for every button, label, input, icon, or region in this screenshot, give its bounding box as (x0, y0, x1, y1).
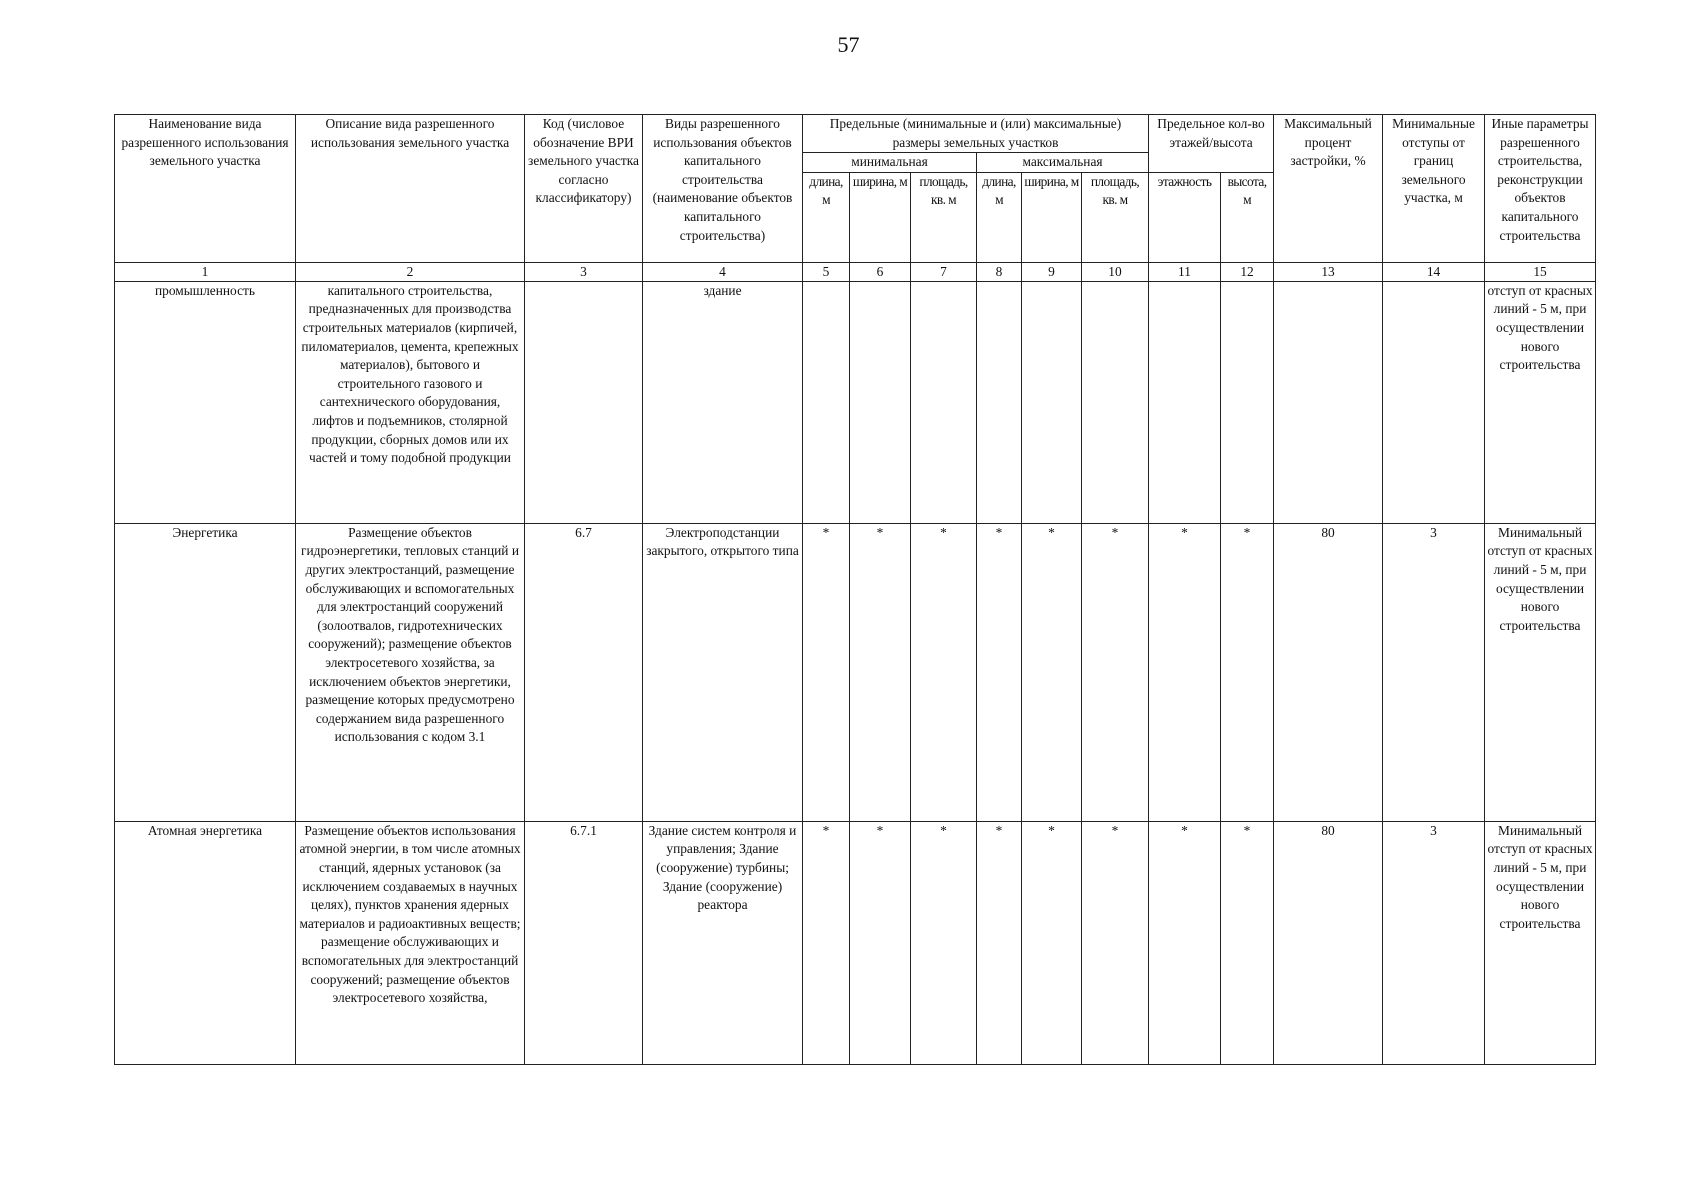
header-height: высота, м (1221, 172, 1274, 262)
floors: * (1149, 821, 1221, 1064)
max-area: * (1082, 821, 1149, 1064)
header-min-width: ширина, м (850, 172, 911, 262)
height: * (1221, 523, 1274, 821)
header-plot-size-limits: Предельные (минимальные и (или) максимальные) размеры земельных участков (803, 115, 1149, 153)
use-name: Энергетика (115, 523, 296, 821)
header-min-setbacks: Минимальные отступы от границ земельного участка, м (1383, 115, 1485, 263)
max-coverage: 80 (1274, 821, 1383, 1064)
max-coverage: 80 (1274, 523, 1383, 821)
column-number: 8 (977, 262, 1022, 281)
min-width (850, 281, 911, 523)
height: * (1221, 821, 1274, 1064)
other-params: Минимальный отступ от красных линий - 5 м, при осуществлении нового строительства (1485, 523, 1596, 821)
column-number: 6 (850, 262, 911, 281)
max-area (1082, 281, 1149, 523)
min-length: * (803, 821, 850, 1064)
header-other-params: Иные параметры разрешенного строительства, реконструкции объектов капитального строительства (1485, 115, 1596, 263)
building-types: здание (643, 281, 803, 523)
column-number: 11 (1149, 262, 1221, 281)
use-code (525, 281, 643, 523)
table-row (115, 281, 1596, 523)
use-name: Атомная энергетика (115, 821, 296, 1064)
header-min-area: площадь, кв. м (911, 172, 977, 262)
header-use-name: Наименование вида разрешенного использования земельного участка (115, 115, 296, 263)
max-length: * (977, 821, 1022, 1064)
zoning-parameters-table (114, 114, 1596, 1065)
header-min-length: длина, м (803, 172, 850, 262)
building-types: Электроподстанции закрытого, открытого типа (643, 523, 803, 821)
floors: * (1149, 523, 1221, 821)
min-area (911, 281, 977, 523)
max-width (1022, 281, 1082, 523)
min-area: * (911, 523, 977, 821)
min-width: * (850, 523, 911, 821)
column-number: 13 (1274, 262, 1383, 281)
header-minimum: минимальная (803, 153, 977, 173)
header-use-description: Описание вида разрешенного использования земельного участка (296, 115, 525, 263)
header-max-width: ширина, м (1022, 172, 1082, 262)
max-width: * (1022, 821, 1082, 1064)
column-number: 7 (911, 262, 977, 281)
column-number-row (115, 262, 1596, 281)
max-area: * (1082, 523, 1149, 821)
column-number: 5 (803, 262, 850, 281)
max-length (977, 281, 1022, 523)
use-code: 6.7 (525, 523, 643, 821)
min-setback (1383, 281, 1485, 523)
header-building-types: Виды разрешенного использования объектов капитального строительства (наименование объектов капитального строительства) (643, 115, 803, 263)
table-row (115, 821, 1596, 1064)
page-number: 57 (837, 32, 860, 57)
building-types: Здание систем контроля и управления; Здание (сооружение) турбины; Здание (сооружение) реактора (643, 821, 803, 1064)
other-params: отступ от красных линий - 5 м, при осуществлении нового строительства (1485, 281, 1596, 523)
min-width: * (850, 821, 911, 1064)
floors (1149, 281, 1221, 523)
use-description: капитального строительства, предназначенных для производства строительных материалов (кирпичей, пиломатериалов, цемента, крепежных материалов), бытового и строительного газового и сантехнического оборудования, лифтов и подъемников, столярной продукции, сборных домов или их частей и тому подобной продукции (296, 281, 525, 523)
max-length: * (977, 523, 1022, 821)
header-maximum: максимальная (977, 153, 1149, 173)
max-width: * (1022, 523, 1082, 821)
column-number: 3 (525, 262, 643, 281)
table-row (115, 523, 1596, 821)
column-number: 14 (1383, 262, 1485, 281)
min-length (803, 281, 850, 523)
header-floors-height: Предельное кол-во этажей/высота (1149, 115, 1274, 173)
column-number: 2 (296, 262, 525, 281)
height (1221, 281, 1274, 523)
column-number: 1 (115, 262, 296, 281)
use-description: Размещение объектов использования атомной энергии, в том числе атомных станций, ядерных установок (за исключением создаваемых в научных целях), пунктов хранения ядерных материалов и радиоактивных веществ; размещение обслуживающих и вспомогательных для электростанций сооружений; размещение объектов электросетевого хозяйства, (296, 821, 525, 1064)
column-number: 9 (1022, 262, 1082, 281)
header-floors: этажность (1149, 172, 1221, 262)
use-code: 6.7.1 (525, 821, 643, 1064)
use-description: Размещение объектов гидроэнергетики, тепловых станций и других электростанций, размещение обслуживающих и вспомогательных для электростанций сооружений (золоотвалов, гидротехнических сооружений); размещение объектов электросетевого хозяйства, за исключением объектов энергетики, размещение которых предусмотрено содержанием вида разрешенного использования с кодом 3.1 (296, 523, 525, 821)
min-setback: 3 (1383, 523, 1485, 821)
header-max-coverage: Максимальный процент застройки, % (1274, 115, 1383, 263)
min-area: * (911, 821, 977, 1064)
min-length: * (803, 523, 850, 821)
other-params: Минимальный отступ от красных линий - 5 м, при осуществлении нового строительства (1485, 821, 1596, 1064)
column-number: 15 (1485, 262, 1596, 281)
column-number: 12 (1221, 262, 1274, 281)
column-number: 4 (643, 262, 803, 281)
header-use-code: Код (числовое обозначение ВРИ земельного участка согласно классификатору) (525, 115, 643, 263)
header-max-area: площадь, кв. м (1082, 172, 1149, 262)
use-name: промышленность (115, 281, 296, 523)
header-max-length: длина, м (977, 172, 1022, 262)
min-setback: 3 (1383, 821, 1485, 1064)
column-number: 10 (1082, 262, 1149, 281)
max-coverage (1274, 281, 1383, 523)
